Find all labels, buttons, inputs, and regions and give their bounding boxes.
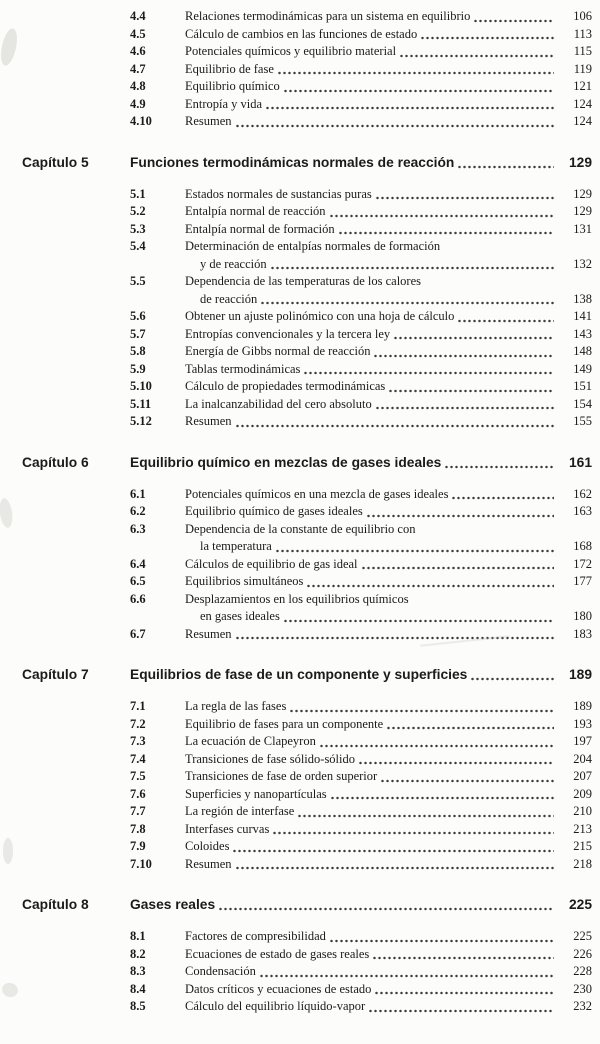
section-number: 7.5 — [130, 769, 146, 783]
section-page-number: 124 — [573, 96, 592, 111]
section-row — [22, 556, 592, 574]
section-row — [22, 963, 592, 981]
dot-leader — [260, 301, 554, 305]
dot-leader — [303, 371, 554, 375]
section-page-number: 124 — [573, 114, 592, 128]
section-number: 7.7 — [130, 804, 146, 818]
section-row — [22, 486, 592, 504]
section-row — [22, 998, 592, 1016]
section-title: Cálculo de propiedades termodinámicas — [185, 379, 386, 393]
section-page-number: 119 — [573, 61, 592, 76]
dot-leader — [319, 744, 554, 748]
dot-leader — [358, 761, 554, 765]
section-page-number: 129 — [573, 204, 592, 218]
section-row — [22, 238, 592, 256]
section-number: 6.4 — [130, 556, 146, 571]
dot-leader — [451, 496, 554, 500]
section-number: 4.10 — [130, 114, 152, 128]
section-page-number: 210 — [573, 804, 592, 818]
dot-leader — [420, 36, 554, 40]
chapter-heading-row — [22, 895, 592, 914]
section-page-number: 115 — [573, 44, 592, 58]
section-page-number: 148 — [573, 344, 592, 358]
section-title: Transiciones de fase sólido-sólido — [185, 751, 356, 766]
section-number: 4.8 — [130, 79, 146, 93]
section-title: Entropía y vida — [185, 96, 263, 111]
section-page-number: 218 — [573, 856, 592, 871]
toc — [22, 8, 592, 1016]
section-title: Equilibrio de fases para un componente — [185, 716, 384, 731]
section-number: 7.9 — [130, 839, 146, 853]
dot-leader — [329, 939, 554, 943]
section-page-number: 155 — [573, 414, 592, 428]
section-row — [22, 78, 592, 96]
section-title: Equilibrio químico — [185, 79, 280, 93]
section-number: 7.8 — [130, 821, 146, 836]
section-number: 5.12 — [130, 414, 152, 428]
section-row — [22, 786, 592, 804]
section-page-number: 172 — [573, 556, 592, 571]
chapter-title: Equilibrios de fase de un componente y superficies — [130, 667, 468, 682]
section-row — [22, 573, 592, 591]
section-number: 6.6 — [130, 591, 146, 606]
section-title: Entropías convencionales y la tercera ley — [185, 326, 391, 341]
section-page-number: 149 — [573, 361, 592, 376]
section-number: 5.9 — [130, 361, 146, 376]
dot-leader — [374, 991, 554, 995]
section-number: 5.7 — [130, 326, 146, 341]
section-page-number: 143 — [573, 326, 592, 341]
section-number: 7.2 — [130, 716, 146, 731]
chapter-block — [22, 665, 592, 873]
dot-leader — [366, 514, 554, 518]
section-row — [22, 503, 592, 521]
section-row — [22, 43, 592, 61]
section-title: La inalcanzabilidad del cero absoluto — [185, 396, 372, 411]
section-title: Ecuaciones de estado de gases reales — [185, 946, 370, 961]
section-number: 7.3 — [130, 734, 146, 748]
section-row — [22, 308, 592, 326]
dot-leader — [283, 89, 554, 93]
dot-leader — [457, 319, 554, 323]
chapter-title: Funciones termodinámicas normales de reacción — [130, 154, 455, 170]
dot-leader — [388, 389, 554, 393]
chapter-heading-row — [22, 665, 592, 684]
section-number: 7.10 — [130, 856, 152, 871]
section-page-number: 106 — [573, 9, 592, 23]
section-page-number: 228 — [573, 964, 592, 978]
section-row — [22, 803, 592, 821]
dot-leader — [338, 231, 554, 235]
section-page-number: 193 — [573, 716, 592, 731]
dot-leader — [265, 106, 554, 110]
section-number: 6.5 — [130, 574, 146, 588]
chapter-label: Capítulo 7 — [22, 667, 89, 682]
dot-leader — [259, 974, 554, 978]
section-number: 5.2 — [130, 204, 146, 218]
dot-leader — [399, 54, 554, 58]
dot-leader — [275, 549, 554, 553]
section-page-number: 162 — [573, 486, 592, 501]
section-page-number: 232 — [573, 999, 592, 1013]
chapter-block — [22, 8, 592, 131]
section-title: Datos críticos y ecuaciones de estado — [185, 981, 372, 996]
dot-leader — [329, 214, 554, 218]
section-number: 5.6 — [130, 309, 146, 323]
section-page-number: 168 — [573, 539, 592, 553]
section-number: 6.2 — [130, 504, 146, 518]
chapter-heading-row — [22, 453, 592, 472]
section-row — [22, 26, 592, 44]
chapter-block — [22, 895, 592, 1016]
dot-leader — [393, 336, 554, 340]
section-title: Relaciones termodinámicas para un sistema en equilibrio — [185, 9, 471, 23]
section-page-number: 138 — [573, 291, 592, 306]
dot-leader — [272, 831, 554, 835]
chapter-title: Gases reales — [130, 897, 216, 912]
section-row — [22, 838, 592, 856]
dot-leader — [235, 424, 554, 428]
section-row — [22, 538, 592, 556]
section-number: 4.4 — [130, 9, 146, 23]
section-title: Determinación de entalpías normales de formación — [185, 239, 441, 253]
section-number: 4.9 — [130, 96, 146, 111]
section-page-number: 154 — [573, 396, 592, 411]
section-row — [22, 273, 592, 291]
section-number: 8.3 — [130, 964, 146, 978]
section-row — [22, 291, 592, 309]
section-row — [22, 96, 592, 114]
chapter-block — [22, 153, 592, 431]
section-title: Cálculo de cambios en las funciones de estado — [185, 26, 418, 41]
dot-leader — [361, 566, 554, 570]
section-number: 7.4 — [130, 751, 146, 766]
section-number: 7.6 — [130, 786, 146, 801]
scan-artifact — [0, 981, 20, 1000]
section-row — [22, 396, 592, 414]
section-number: 8.5 — [130, 999, 146, 1013]
section-row — [22, 203, 592, 221]
dot-leader — [375, 196, 554, 200]
section-row — [22, 378, 592, 396]
scan-artifact — [3, 838, 13, 864]
chapter-label: Capítulo 5 — [22, 154, 89, 170]
section-page-number: 177 — [573, 574, 592, 588]
section-page-number: 207 — [573, 769, 592, 783]
chapter-label: Capítulo 8 — [22, 897, 89, 912]
scan-artifact — [0, 497, 14, 528]
section-title: La ecuación de Clapeyron — [185, 734, 316, 748]
section-page-number: 180 — [573, 609, 592, 623]
section-row — [22, 626, 592, 644]
section-number: 7.1 — [130, 699, 146, 713]
section-title: Factores de compresibilidad — [185, 929, 326, 943]
section-title: Interfases curvas — [185, 821, 270, 836]
dot-leader — [373, 354, 554, 358]
section-number: 5.1 — [130, 186, 146, 201]
section-page-number: 132 — [573, 256, 592, 271]
section-page-number: 215 — [573, 839, 592, 853]
section-title: La regla de las fases — [185, 699, 287, 713]
section-page-number: 131 — [573, 221, 592, 236]
section-title: Dependencia de las temperaturas de los calores — [185, 274, 422, 288]
dot-leader — [283, 619, 554, 623]
section-number: 5.11 — [130, 396, 152, 411]
section-title: Cálculos de equilibrio de gas ideal — [185, 556, 358, 571]
section-number: 6.1 — [130, 486, 146, 501]
section-title: Resumen — [185, 114, 232, 128]
section-number: 5.4 — [130, 239, 146, 253]
dot-leader — [457, 165, 554, 169]
section-title: La región de interfase — [185, 804, 295, 818]
section-row — [22, 856, 592, 874]
section-title: Entalpía normal de formación — [185, 221, 335, 236]
section-number: 4.6 — [130, 44, 146, 58]
section-row — [22, 698, 592, 716]
dot-leader — [232, 849, 554, 853]
section-page-number: 189 — [573, 699, 592, 713]
section-title: Equilibrio de fase — [185, 61, 274, 76]
dot-leader — [330, 796, 554, 800]
section-row — [22, 221, 592, 239]
section-title: Equilibrios simultáneos — [185, 574, 304, 588]
dot-leader — [235, 124, 554, 128]
section-page-number: 151 — [573, 379, 592, 393]
section-title: Energía de Gibbs normal de reacción — [185, 344, 371, 358]
section-number: 6.3 — [130, 521, 146, 536]
section-row — [22, 326, 592, 344]
section-title: Transiciones de fase de orden superior — [185, 769, 378, 783]
dot-leader — [235, 866, 554, 870]
section-page-number: 230 — [573, 981, 592, 996]
section-title: Desplazamientos en los equilibrios químicos — [185, 591, 409, 606]
section-number: 5.3 — [130, 221, 146, 236]
dot-leader — [218, 907, 554, 911]
section-number: 8.1 — [130, 929, 146, 943]
chapter-title: Equilibrio químico en mezclas de gases ideales — [130, 454, 442, 470]
section-row — [22, 733, 592, 751]
section-title: Obtener un ajuste polinómico con una hoja de cálculo — [185, 309, 455, 323]
dot-leader — [372, 956, 554, 960]
section-row — [22, 413, 592, 431]
chapter-heading-row — [22, 153, 592, 172]
section-title: Potenciales químicos en una mezcla de gases ideales — [185, 486, 449, 501]
section-page-number: 163 — [573, 504, 592, 518]
section-page-number: 129 — [573, 186, 592, 201]
dot-leader — [289, 709, 554, 713]
dot-leader — [444, 465, 554, 469]
section-row — [22, 361, 592, 379]
section-row — [22, 821, 592, 839]
chapter-page-number: 161 — [568, 454, 592, 470]
section-title: en gases ideales — [200, 609, 280, 623]
section-title: Resumen — [185, 414, 232, 428]
section-row — [22, 946, 592, 964]
section-row — [22, 61, 592, 79]
section-page-number: 113 — [573, 26, 592, 41]
section-number: 5.8 — [130, 344, 146, 358]
section-page-number: 183 — [573, 626, 592, 641]
section-number: 8.2 — [130, 946, 146, 961]
chapter-label: Capítulo 6 — [22, 454, 89, 470]
section-page-number: 209 — [573, 786, 592, 801]
dot-leader — [306, 584, 554, 588]
dot-leader — [380, 779, 554, 783]
section-row — [22, 256, 592, 274]
section-page-number: 197 — [573, 734, 592, 748]
section-row — [22, 521, 592, 539]
dot-leader — [297, 814, 554, 818]
section-row — [22, 716, 592, 734]
section-row — [22, 8, 592, 26]
chapter-page-number: 225 — [568, 897, 592, 912]
section-title: Resumen — [185, 626, 232, 641]
section-page-number: 121 — [573, 79, 592, 93]
section-page-number: 213 — [573, 821, 592, 836]
section-title: la temperatura — [200, 539, 272, 553]
chapter-page-number: 189 — [568, 667, 592, 682]
chapter-page-number: 129 — [568, 154, 592, 170]
dot-leader — [473, 19, 554, 23]
scan-artifact — [0, 27, 20, 67]
section-page-number: 226 — [573, 946, 592, 961]
section-title: Entalpía normal de reacción — [185, 204, 326, 218]
section-title: y de reacción — [200, 256, 267, 271]
section-page-number: 141 — [573, 309, 592, 323]
section-title: Condensación — [185, 964, 256, 978]
dot-leader — [470, 677, 554, 681]
section-row — [22, 928, 592, 946]
section-page-number: 204 — [573, 751, 592, 766]
dot-leader — [386, 726, 554, 730]
section-row — [22, 768, 592, 786]
section-number: 4.7 — [130, 61, 146, 76]
dot-leader — [375, 406, 554, 410]
section-number: 8.4 — [130, 981, 146, 996]
section-title: Superficies y nanopartículas — [185, 786, 327, 801]
chapter-block — [22, 453, 592, 644]
dot-leader — [270, 266, 554, 270]
section-title: Estados normales de sustancias puras — [185, 186, 372, 201]
section-row — [22, 751, 592, 769]
section-title: Tablas termodinámicas — [185, 361, 301, 376]
section-title: Cálculo del equilibrio líquido-vapor — [185, 999, 366, 1013]
section-title: de reacción — [200, 291, 258, 306]
section-row — [22, 186, 592, 204]
section-number: 5.5 — [130, 274, 146, 288]
section-title: Potenciales químicos y equilibrio material — [185, 44, 397, 58]
dot-leader — [235, 636, 554, 640]
section-number: 6.7 — [130, 626, 146, 641]
section-number: 5.10 — [130, 379, 152, 393]
section-title: Dependencia de la constante de equilibrio con — [185, 521, 416, 536]
section-row — [22, 608, 592, 626]
section-title: Equilibrio químico de gases ideales — [185, 504, 363, 518]
section-page-number: 225 — [573, 929, 592, 943]
dot-leader — [368, 1009, 554, 1013]
dot-leader — [277, 71, 554, 75]
section-row — [22, 113, 592, 131]
section-row — [22, 981, 592, 999]
section-title: Resumen — [185, 856, 232, 871]
section-row — [22, 343, 592, 361]
section-number: 4.5 — [130, 26, 146, 41]
section-title: Coloides — [185, 839, 230, 853]
section-row — [22, 591, 592, 609]
